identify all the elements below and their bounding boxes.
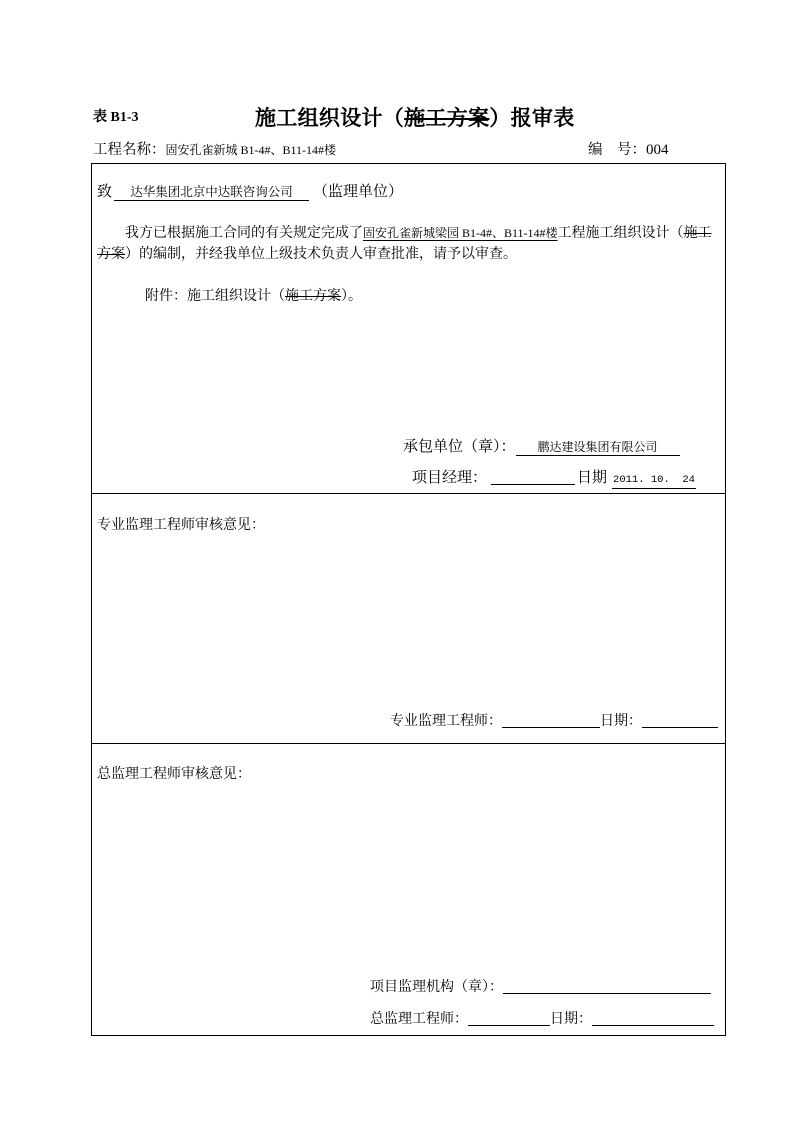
statement-line-1 — [125, 223, 712, 244]
specialist-opinion-label: 专业监理工程师审核意见： — [97, 518, 265, 533]
title-struck-text: 施工方案 — [404, 106, 490, 130]
chief-date-blank — [592, 1011, 714, 1026]
statement-line2-after: ）的编制，并经我单位上级技术负责人审查批准，请予以审查。 — [125, 247, 517, 262]
statement-line1-struck: 施工 — [683, 226, 712, 241]
title-text-before: 施工组织设计（ — [255, 106, 405, 130]
project-number-label: 编 号： — [588, 142, 646, 158]
attachment-after: ）。 — [341, 289, 362, 304]
chief-signature-line — [370, 1010, 714, 1030]
supervisor-unit-suffix: （监理单位） — [313, 184, 404, 200]
chief-engineer-blank — [468, 1011, 550, 1026]
attachment-line — [145, 287, 362, 307]
statement-line1-before: 我方已根据施工合同的有关规定完成了 — [125, 226, 363, 241]
supervision-organization-blank — [503, 979, 711, 994]
specialist-review-section — [91, 493, 726, 743]
submission-section — [91, 163, 726, 493]
submission-date-label: 日期 — [577, 470, 608, 486]
specialist-engineer-blank — [502, 713, 600, 728]
form-code: 表 B1-3 — [93, 110, 139, 125]
project-manager-label: 项目经理： — [412, 470, 488, 486]
chief-date-label: 日期： — [550, 1012, 592, 1027]
specialist-date-blank — [642, 713, 718, 728]
contractor-field: 鹏达建设集团有限公司 — [516, 439, 680, 456]
chief-review-section — [91, 743, 726, 1036]
project-name-line — [93, 141, 336, 159]
to-label: 致 — [97, 184, 113, 200]
addressee-line — [97, 182, 403, 203]
specialist-date-label: 日期： — [600, 714, 642, 729]
contractor-label: 承包单位（章）： — [403, 439, 516, 455]
supervision-organization-line — [370, 978, 711, 998]
statement-line1-after: 工程施工组织设计（ — [557, 226, 684, 241]
supervisor-unit-field: 达华集团北京中达联咨询公司 — [114, 184, 309, 201]
submission-date-field: 2011. 10. 24 — [612, 472, 696, 489]
chief-opinion-label: 总监理工程师审核意见： — [97, 767, 251, 782]
supervision-organization-label: 项目监理机构（章）： — [370, 980, 503, 995]
project-number-line — [588, 141, 669, 159]
specialist-signature-line — [390, 712, 718, 732]
specialist-engineer-label: 专业监理工程师： — [390, 714, 502, 729]
statement-line-2 — [97, 245, 517, 265]
project-name-label: 工程名称： — [93, 142, 166, 158]
attachment-struck: 施工方案 — [285, 289, 341, 304]
document-title — [255, 106, 575, 130]
attachment-before: 附件：施工组织设计（ — [145, 289, 285, 304]
statement-line2-struck: 方案 — [97, 247, 125, 262]
project-manager-line — [412, 468, 696, 489]
project-name-value: 固安孔雀新城 B1-4#、B11-14#楼 — [165, 143, 337, 157]
title-text-after: ）报审表 — [489, 106, 575, 130]
project-manager-signature-blank — [491, 470, 575, 485]
contractor-line — [403, 437, 680, 457]
project-number-value: 004 — [646, 142, 669, 158]
chief-engineer-label: 总监理工程师： — [370, 1012, 468, 1027]
statement-project-name: 固安孔雀新城梁园 B1-4#、B11-14#楼 — [363, 226, 558, 240]
